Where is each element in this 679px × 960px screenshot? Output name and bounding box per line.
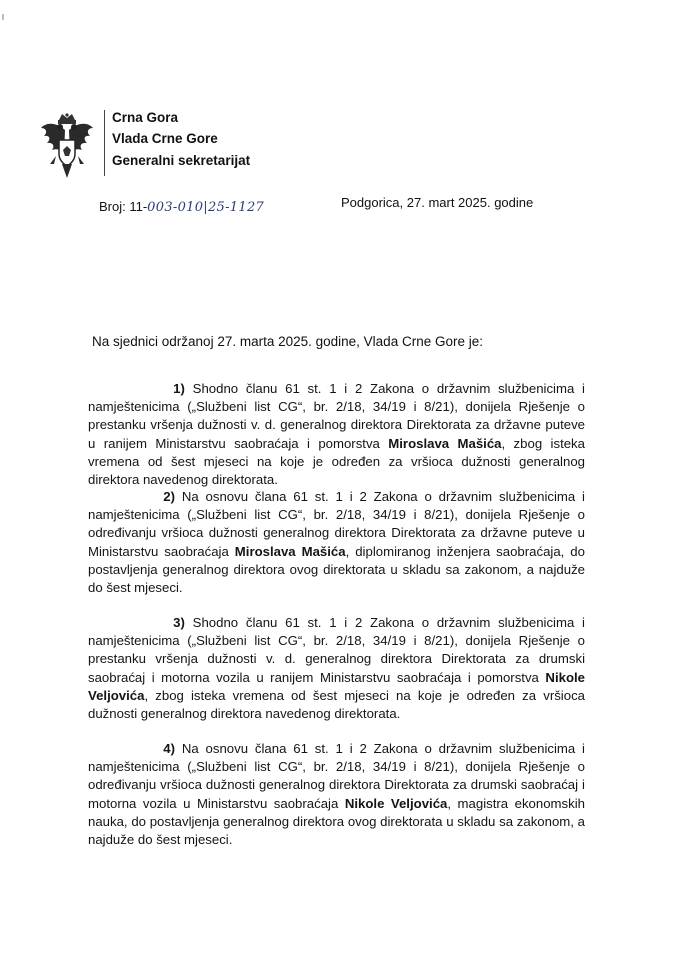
decision-item	[88, 614, 585, 723]
item-person-name: Miroslava Mašića	[234, 543, 346, 559]
item-number: 1)	[173, 381, 185, 396]
item-text-end: , zbog isteka vremena od šest mjeseci na koje je određen za vršioca dužnosti generalnog direktora navedenog direktorata.	[88, 435, 585, 488]
item-person-name: Miroslava Mašića	[388, 435, 502, 451]
org-secretariat: Generalni sekretarijat	[112, 153, 251, 168]
item-text: Na osnovu člana 61 st. 1 i 2 Zakona o državnim službenicima i namještenicima („Službeni list CG“, br. 2/18, 34/19 i 8/21), donijela Rješenje o određivanju vršioca dužnosti generalnog direktora Direktorata za državne puteve u Ministarstvu saobraćaja	[88, 489, 585, 559]
place-date: Podgorica, 27. mart 2025. godine	[341, 195, 534, 210]
item-text-end: , zbog isteka vremena od šest mjeseci na koje je određen za vršioca dužnosti generalnog direktora navedenog direktorata.	[88, 687, 585, 722]
item-text: Shodno članu 61 st. 1 i 2 Zakona o državnim službenicima i namještenicima („Službeni list CG“, br. 2/18, 34/19 i 8/21), donijela Rješenje o prestanku vršenja dužnosti v. d. generalnog direktora Direktorata za državne puteve u ranijem Ministarstvu saobraćaja i pomorstva	[88, 381, 585, 451]
item-number: 4)	[163, 741, 175, 756]
item-text-end: , diplomiranog inženjera saobraćaja, do postavljenja generalnog direktora ovog direktorata u skladu sa zakonom, a najduže do šest mjeseci.	[88, 543, 585, 596]
item-number: 2)	[163, 489, 175, 504]
org-country: Crna Gora	[112, 110, 179, 125]
item-text: Shodno članu 61 st. 1 i 2 Zakona o državnim službenicima i namještenicima („Službeni list CG“, br. 2/18, 34/19 i 8/21), donijela Rješenje o prestanku vršenja dužnosti v. d. generalnog direktora Direktorata za drumski saobraćaj i motorna vozila u ranijem Ministarstvu saobraćaja i pomorstva	[88, 615, 585, 685]
item-text-end: , magistra ekonomskih nauka, do postavljenja generalnog direktora ovog direktorata u skladu sa zakonom, a najduže do šest mjeseci.	[88, 795, 585, 848]
intro-sentence: Na sjednici održanoj 27. marta 2025. godine, Vlada Crne Gore je:	[92, 334, 483, 349]
reference-label: Broj: 11-	[99, 199, 148, 214]
org-government: Vlada Crne Gore	[112, 131, 218, 146]
decision-item	[88, 740, 585, 849]
item-person-name: Nikole Veljovića	[344, 795, 448, 811]
decision-item	[88, 380, 585, 489]
reference-handwritten: 003-010|25-1127	[147, 200, 265, 215]
coat-of-arms-icon	[38, 112, 96, 184]
scan-mark	[2, 14, 4, 20]
item-person-name: Nikole Veljovića	[88, 669, 585, 703]
reference-number	[99, 199, 264, 215]
decision-item	[88, 488, 585, 597]
item-text: Na osnovu člana 61 st. 1 i 2 Zakona o državnim službenicima i namještenicima („Službeni list CG“, br. 2/18, 34/19 i 8/21), donijela Rješenje o određivanju vršioca dužnosti generalnog direktora Direktorata za drumski saobraćaj i motorna vozila u Ministarstvu saobraćaja	[88, 741, 585, 811]
item-number: 3)	[173, 615, 185, 630]
header-divider	[104, 110, 105, 176]
